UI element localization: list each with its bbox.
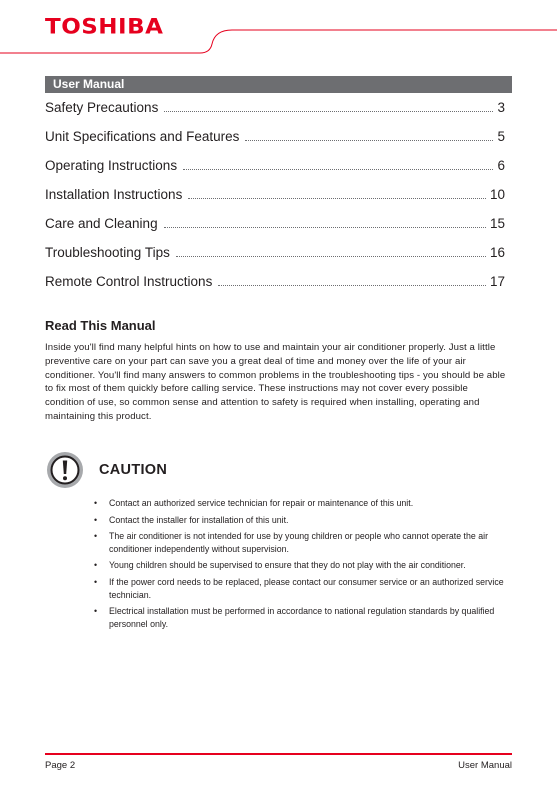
bullet: • xyxy=(94,531,98,542)
toc-row[interactable] xyxy=(45,187,505,216)
caution-list xyxy=(94,497,514,634)
list-item xyxy=(94,497,514,510)
footer-page-number: Page 2 xyxy=(45,760,76,771)
toc-leader xyxy=(164,111,493,112)
toc-page-number: 6 xyxy=(497,158,505,173)
read-manual-paragraph: Inside you'll find many helpful hints on how to use and maintain your air conditioner properly. Just a little preventive care on your part can save you a great deal of time and money over the life of your air conditioner. You'll find many answers to common problems in the troubleshooting tips - you should be able to fix most of them quickly before calling service. These instructions may not cover every possible condition of use, so common sense and attention to safety is required when installing, operating and maintaining this product. xyxy=(45,342,506,422)
footer-rule xyxy=(45,753,512,755)
toc-leader xyxy=(245,140,493,141)
toc-row[interactable] xyxy=(45,216,505,245)
caution-item-text: Young children should be supervised to ensure that they do not play with the air conditioner. xyxy=(109,560,466,571)
toc-leader xyxy=(188,198,486,199)
bullet: • xyxy=(94,498,98,508)
bullet: • xyxy=(94,606,98,617)
toc-row[interactable] xyxy=(45,158,505,187)
caution-item-text: Electrical installation must be performed in accordance to national regulation standards by qualified personnel only. xyxy=(109,606,495,629)
list-item xyxy=(94,605,514,630)
section-bar-title: User Manual xyxy=(45,76,512,93)
list-item xyxy=(94,530,514,555)
bullet: • xyxy=(94,560,98,571)
toc-row[interactable] xyxy=(45,129,505,158)
list-item xyxy=(94,576,514,601)
caution-item-text: The air conditioner is not intended for use by young children or people who cannot operate the air conditioner independently without supervision. xyxy=(109,531,488,554)
toc-row[interactable] xyxy=(45,245,505,274)
caution-title: CAUTION xyxy=(99,462,168,478)
toc-page-number: 5 xyxy=(497,129,505,144)
exclamation-icon xyxy=(46,451,84,489)
toc-leader xyxy=(218,285,486,286)
toc-title: Operating Instructions xyxy=(45,158,178,173)
caution-item-text: If the power cord needs to be replaced, please contact our consumer service or an authorized service technician. xyxy=(109,576,504,600)
read-manual-heading: Read This Manual xyxy=(45,318,156,333)
bullet: • xyxy=(94,576,98,587)
toc-row[interactable] xyxy=(45,274,505,303)
toc-page-number: 10 xyxy=(489,187,505,202)
toc-leader xyxy=(183,169,493,170)
toc-title: Care and Cleaning xyxy=(45,216,158,231)
toc-row[interactable] xyxy=(45,100,505,129)
toc-leader xyxy=(164,227,486,228)
caution-item-text: Contact the installer for installation of this unit. xyxy=(109,514,289,525)
toc-title: Troubleshooting Tips xyxy=(45,245,170,260)
caution-item-text: Contact an authorized service technician for repair or maintenance of this unit. xyxy=(109,498,414,508)
toc-title: Unit Specifications and Features xyxy=(45,129,240,144)
bullet: • xyxy=(94,514,98,525)
toc-title: Safety Precautions xyxy=(45,100,159,115)
toc-title: Installation Instructions xyxy=(45,187,183,202)
toc-leader xyxy=(176,256,486,257)
toc-page-number: 15 xyxy=(489,216,505,231)
footer-document-title: User Manual xyxy=(458,760,512,771)
toc-page-number: 16 xyxy=(489,245,505,260)
brand-logo: TOSHIBA xyxy=(45,15,164,39)
toc-page-number: 17 xyxy=(489,274,505,289)
table-of-contents xyxy=(45,100,505,303)
toc-title: Remote Control Instructions xyxy=(45,274,213,289)
list-item xyxy=(94,559,514,572)
list-item xyxy=(94,514,514,527)
toc-page-number: 3 xyxy=(497,100,505,115)
